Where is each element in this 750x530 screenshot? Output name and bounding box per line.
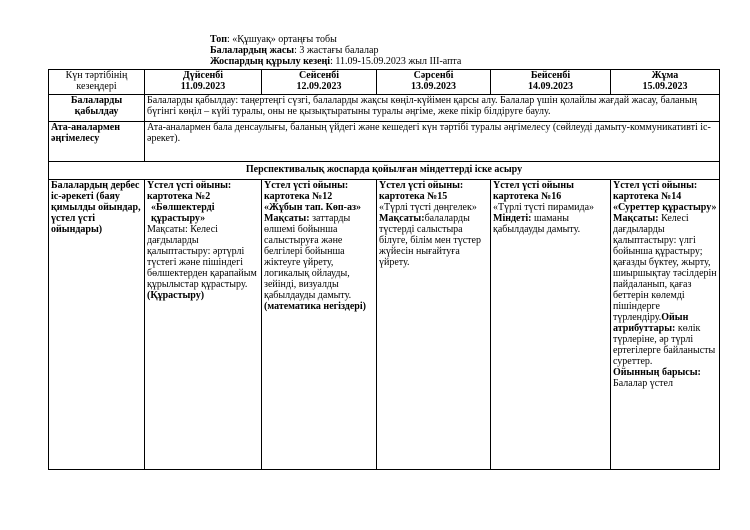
attr-label: Ойын атрибуттары: (613, 312, 689, 334)
day-name: Жұма (651, 70, 679, 81)
day-header-fri (611, 70, 720, 95)
activity-tue (262, 180, 377, 470)
parents-text: Ата-аналармен бала денсаулығы, баланың үйдегі және кешедегі күн тәртібі туралы әңгімелесу (сөйлеуді дамыту-коммуникативті іс-әрекет). (145, 122, 720, 162)
header-age (210, 45, 378, 56)
game-name: «Жұбын тап. Көп-аз» (264, 202, 361, 213)
day-date: 11.09.2023 (180, 81, 226, 92)
game-name: «Түрлі түсті пирамида» (493, 202, 595, 213)
corner-cell: Күн тәртібінің кезеңдері (49, 70, 145, 95)
goal-label: Міндеті: (493, 213, 532, 224)
reception-label: Балаларды қабылдау (49, 95, 145, 122)
game-title: Үстел үсті ойыны: картотека №2 (147, 180, 232, 202)
goal-label: Мақсаты (147, 224, 186, 235)
day-date: 12.09.2023 (296, 81, 342, 92)
game-name: «Бөлшектерді құрастыру» (151, 202, 215, 224)
area-label: (математика негіздері) (264, 301, 366, 312)
flow-label: Ойынның барысы: (613, 367, 701, 378)
section-row (49, 162, 720, 180)
game-title: Үстел үсті ойыны: картотека №12 (264, 180, 349, 202)
day-date: 13.09.2023 (411, 81, 456, 92)
day-name: Сейсенбі (298, 70, 340, 81)
period-label: Жоспардың құрылу кезеңі (210, 56, 331, 67)
header-period (210, 56, 461, 67)
flow-text: Балалар үстел (613, 378, 673, 389)
goal-text: балаларды түстерді салыстыра білуге, білім мен түстер жүйесін нығайтуға үйрету. (379, 213, 481, 268)
day-name: Бейсенбі (530, 70, 571, 81)
area-label: (Құрастыру) (147, 290, 205, 301)
parents-label: Ата-аналармен әңгімелесу (49, 122, 145, 162)
reception-text: Балаларды қабылдау: таңертеңгі сүзгі, балаларды жақсы көңіл-күйімен қарсы алу. Балалар үшін қолайлы жағдай жасау, баланың бүгінгі көңіл – күйі туралы, оны не қызықтыратыны туралы әңгіме, жеке пікір білдіруге баулу. (145, 95, 720, 122)
game-title: Үстел үсті ойыны картотека №16 (493, 180, 574, 202)
activity-fri (611, 180, 720, 470)
day-header-wed (377, 70, 491, 95)
activity-row (49, 180, 720, 470)
days-header-row (49, 70, 720, 95)
game-title: Үстел үсті ойыны: картотека №14 (613, 180, 698, 202)
goal-label: Мақсаты: (379, 213, 425, 224)
activity-thu (491, 180, 611, 470)
goal-text: шаманы қабылдауды дамыту. (493, 213, 581, 235)
header-group (210, 34, 337, 45)
day-date: 15.09.2023 (642, 81, 688, 92)
period-value: : 11.09-15.09.2023 жыл ІІІ-апта (330, 56, 462, 67)
game-name: «Түрлі түсті дөңгелек» (379, 202, 477, 213)
parents-row (49, 122, 720, 162)
group-value: : «Құшуақ» ортаңғы тобы (226, 34, 337, 45)
activity-label: Балалардың дербес іс-әрекеті (баяу қимылды ойындар, үстел үсті ойындары) (49, 180, 145, 470)
day-header-thu (491, 70, 611, 95)
goal-text: Келесі дағдыларды қалыптастыру: үлгі бойынша құрастыру; қағазды бүктеу, жырту, шиыршықтау тәсілдерін пайдаланып, қағаз беттерін көлемді пішіндерге түрлендіру. (613, 213, 717, 323)
day-name: Сәрсенбі (413, 70, 454, 81)
reception-row (49, 95, 720, 122)
section-title: Перспективалық жоспарда қойылған міндеттерді іске асыру (49, 162, 720, 180)
day-date: 14.09.2023 (528, 81, 573, 92)
day-header-tue (262, 70, 377, 95)
schedule-table (48, 69, 720, 470)
goal-text: заттарды өлшемі бойынша салыстыруға және белгілері бойынша жіктеуге үйрету, логикалық ойлауды, зейінді, визуалды қабылдауды дамыту. (264, 213, 352, 301)
age-label: Балалардың жасы (210, 45, 295, 56)
goal-label: Мақсаты: (613, 213, 659, 224)
attr-text: көлік түрлеріне, әр түрлі ертегілерге байланысты суреттер. (613, 323, 716, 367)
day-name: Дүйсенбі (182, 70, 224, 81)
activity-mon (145, 180, 262, 470)
age-value: : 3 жастағы балалар (294, 45, 379, 56)
group-label: Топ (210, 34, 227, 45)
goal-text: : Келесі дағдыларды қалыптастыру: әртүрлі түстегі және пішіндегі бөлшектерден қарапайым құрылыстар құрастыру. (147, 224, 257, 290)
goal-label: Мақсаты: (264, 213, 310, 224)
game-name: «Суреттер құрастыру» (613, 202, 717, 213)
game-title: Үстел үсті ойыны: картотека №15 (379, 180, 464, 202)
activity-wed (377, 180, 491, 470)
day-header-mon (145, 70, 262, 95)
